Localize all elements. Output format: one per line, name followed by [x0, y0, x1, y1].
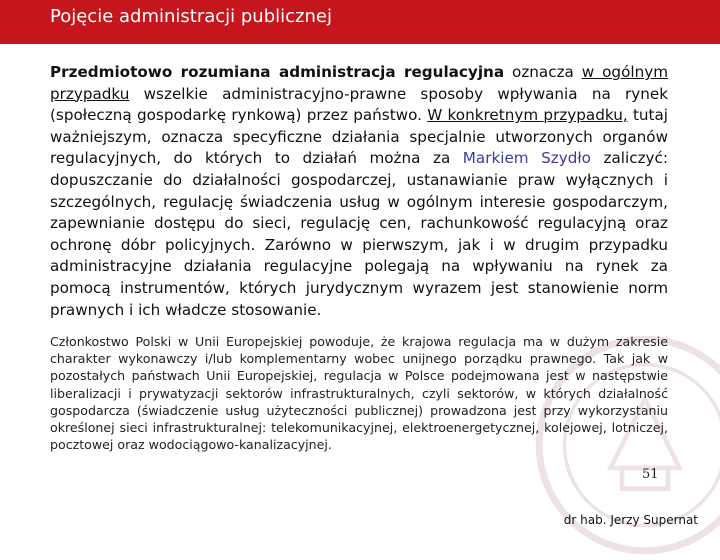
main-paragraph — [50, 62, 668, 321]
underlined-phrase-general: w ogólnym przypadku — [50, 63, 668, 103]
page-title: Pojęcie administracji publicznej — [50, 6, 332, 27]
secondary-paragraph: Członkostwo Polski w Unii Europejskiej powoduje, że krajowa regulacja ma w dużym zakresie charakter wykonawczy i/lub komplementarny wobec unijnego porządku prawnego. Tak jak w pozostałych państwach Unii Europejskiej, regulacja w Polsce podejmowana jest w następstwie liberalizacji i prywatyzacji sektorów infrastrukturalnych, czyli sektorów, w których działalność gospodarcza (świadczenie usług użyteczności publicznej) prowadzona jest przy wykorzystaniu określonej sieci infrastrukturalnej: telekomunikacyjnej, elektroenergetycznej, kolejowej, lotniczej, pocztowej oraz wodociągowo-kanalizacyjnej. — [50, 333, 668, 453]
title-bar — [0, 0, 720, 44]
page-number: 51 — [642, 467, 659, 482]
body-text-4: zaliczyć: dopuszczanie do działalności gospodarczej, ustanawianie praw wyłącznych i szczególnych, regulację świadczenia usług w ogólnym interesie gospodarczym, zapewnianie dostępu do sieci, regulację cen, rachunkowość regulacyjną oraz ochronę dóbr policyjnych. Zarówno w pierwszym, jak i w drugim przypadku administracyjne działania regulacyjne polegają na wpływaniu na rynek za pomocą instrumentów, których jurydycznym wyrazem jest stanowienie norm prawnych i ich władcze stosowanie. — [50, 149, 668, 318]
underlined-phrase-specific: W konkretnym przypadku, — [427, 106, 627, 124]
body-text-3: tutaj ważniejszym, oznacza specyficzne działania specjalnie utworzonych organów regulacyjnych, do których to działań można za — [50, 106, 668, 167]
body-text-1: oznacza — [504, 63, 582, 81]
author-credit: dr hab. Jerzy Supernat — [564, 513, 698, 527]
author-name-highlight: Markiem Szydło — [463, 149, 591, 167]
body-text-2: wszelkie administracyjno-prawne sposoby wpływania na rynek (społeczną gospodarkę rynkową) przez państwo. — [50, 85, 668, 125]
bold-lead-text: Przedmiotowo rozumiana administracja regulacyjna — [50, 63, 504, 81]
